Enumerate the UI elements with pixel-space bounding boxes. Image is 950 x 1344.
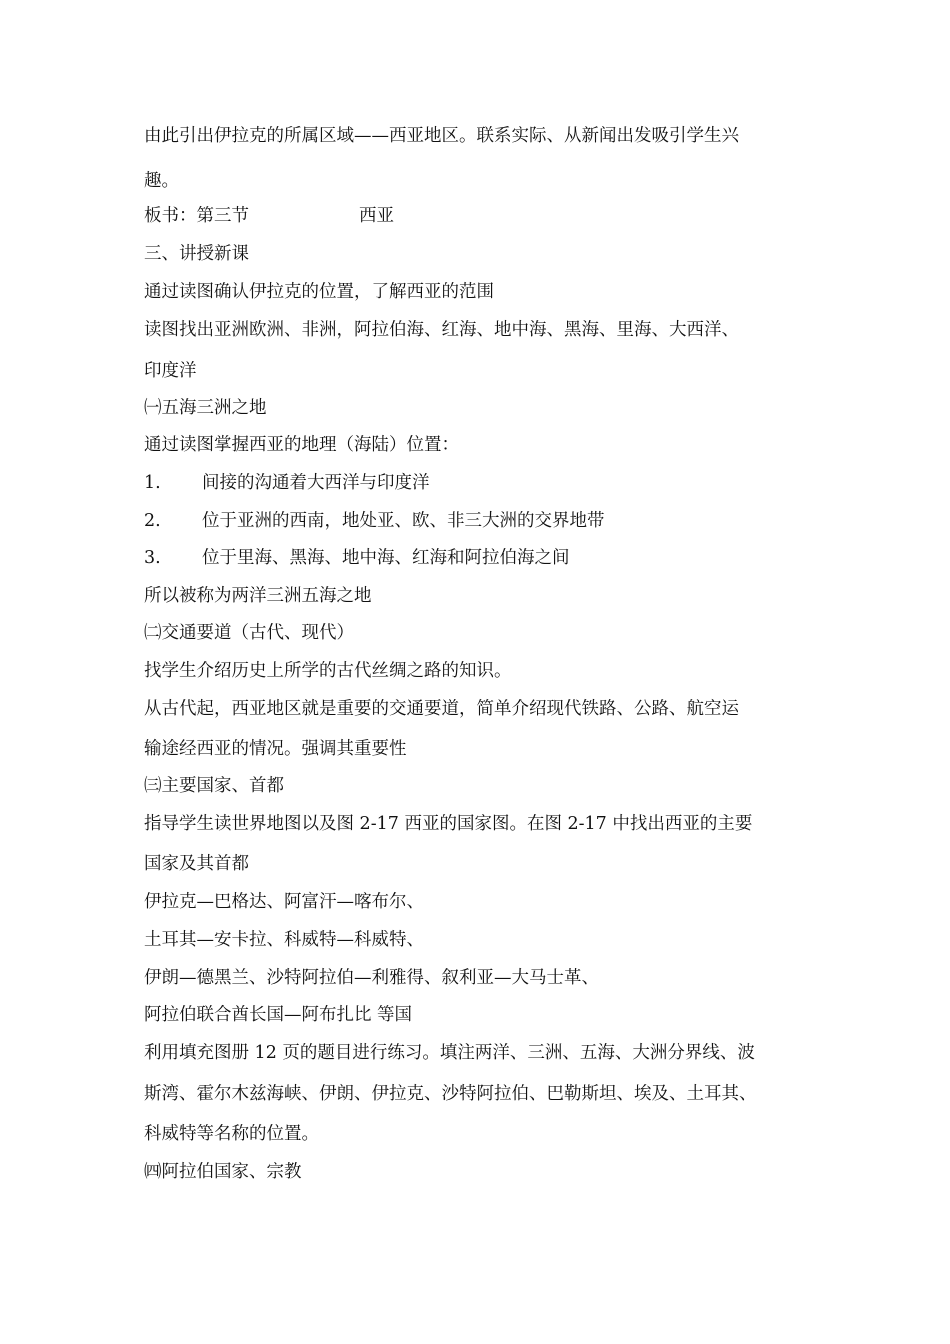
text-line: 输途经西亚的情况。强调其重要性 <box>144 739 407 759</box>
text-line: 所以被称为两洋三洲五海之地 <box>144 586 372 606</box>
text-line: 通过读图确认伊拉克的位置，了解西亚的范围 <box>144 282 494 302</box>
text-line: 从古代起，西亚地区就是重要的交通要道，简单介绍现代铁路、公路、航空运 <box>144 699 739 719</box>
text-line: 指导学生读世界地图以及图 2-17 西亚的国家图。在图 2-17 中找出西亚的主要 <box>144 814 753 834</box>
subsection-heading: ㈠五海三洲之地 <box>144 398 267 418</box>
text-line: 印度洋 <box>144 361 197 381</box>
board-heading <box>144 204 394 228</box>
text-line: 由此引出伊拉克的所属区域——西亚地区。联系实际、从新闻出发吸引学生兴 <box>144 126 739 146</box>
text-line: 斯湾、霍尔木兹海峡、伊朗、伊拉克、沙特阿拉伯、巴勒斯坦、埃及、土耳其、 <box>144 1084 757 1104</box>
text-line: 读图找出亚洲欧洲、非洲，阿拉伯海、红海、地中海、黑海、里海、大西洋、 <box>144 320 739 340</box>
text-line: 找学生介绍历史上所学的古代丝绸之路的知识。 <box>144 661 512 681</box>
text-line: 趣。 <box>144 171 179 191</box>
list-number: 1. <box>144 473 161 493</box>
list-text: 位于里海、黑海、地中海、红海和阿拉伯海之间 <box>202 548 570 568</box>
text-line: 利用填充图册 12 页的题目进行练习。填注两洋、三洲、五海、大洲分界线、波 <box>144 1043 755 1063</box>
list-item <box>144 471 430 495</box>
list-text: 间接的沟通着大西洋与印度洋 <box>202 473 430 493</box>
list-item <box>144 546 570 570</box>
board-label: 板书：第三节 <box>144 206 249 226</box>
text-line: 科威特等名称的位置。 <box>144 1124 319 1144</box>
text-line: 国家及其首都 <box>144 854 249 874</box>
subsection-heading: ㈢主要国家、首都 <box>144 776 284 796</box>
list-number: 3. <box>144 548 161 568</box>
list-number: 2. <box>144 511 161 531</box>
section-heading: 三、讲授新课 <box>144 244 249 264</box>
subsection-heading: ㈣阿拉伯国家、宗教 <box>144 1162 302 1182</box>
text-line: 伊朗—德黑兰、沙特阿拉伯—利雅得、叙利亚—大马士革、 <box>144 968 599 988</box>
list-item <box>144 509 605 533</box>
list-text: 位于亚洲的西南，地处亚、欧、非三大洲的交界地带 <box>202 511 605 531</box>
text-line: 通过读图掌握西亚的地理（海陆）位置： <box>144 435 459 455</box>
board-title: 西亚 <box>359 206 394 226</box>
text-line: 土耳其—安卡拉、科威特—科威特、 <box>144 930 424 950</box>
text-line: 阿拉伯联合酋长国—阿布扎比 等国 <box>144 1005 413 1025</box>
subsection-heading: ㈡交通要道（古代、现代） <box>144 623 354 643</box>
text-line: 伊拉克—巴格达、阿富汗—喀布尔、 <box>144 892 424 912</box>
